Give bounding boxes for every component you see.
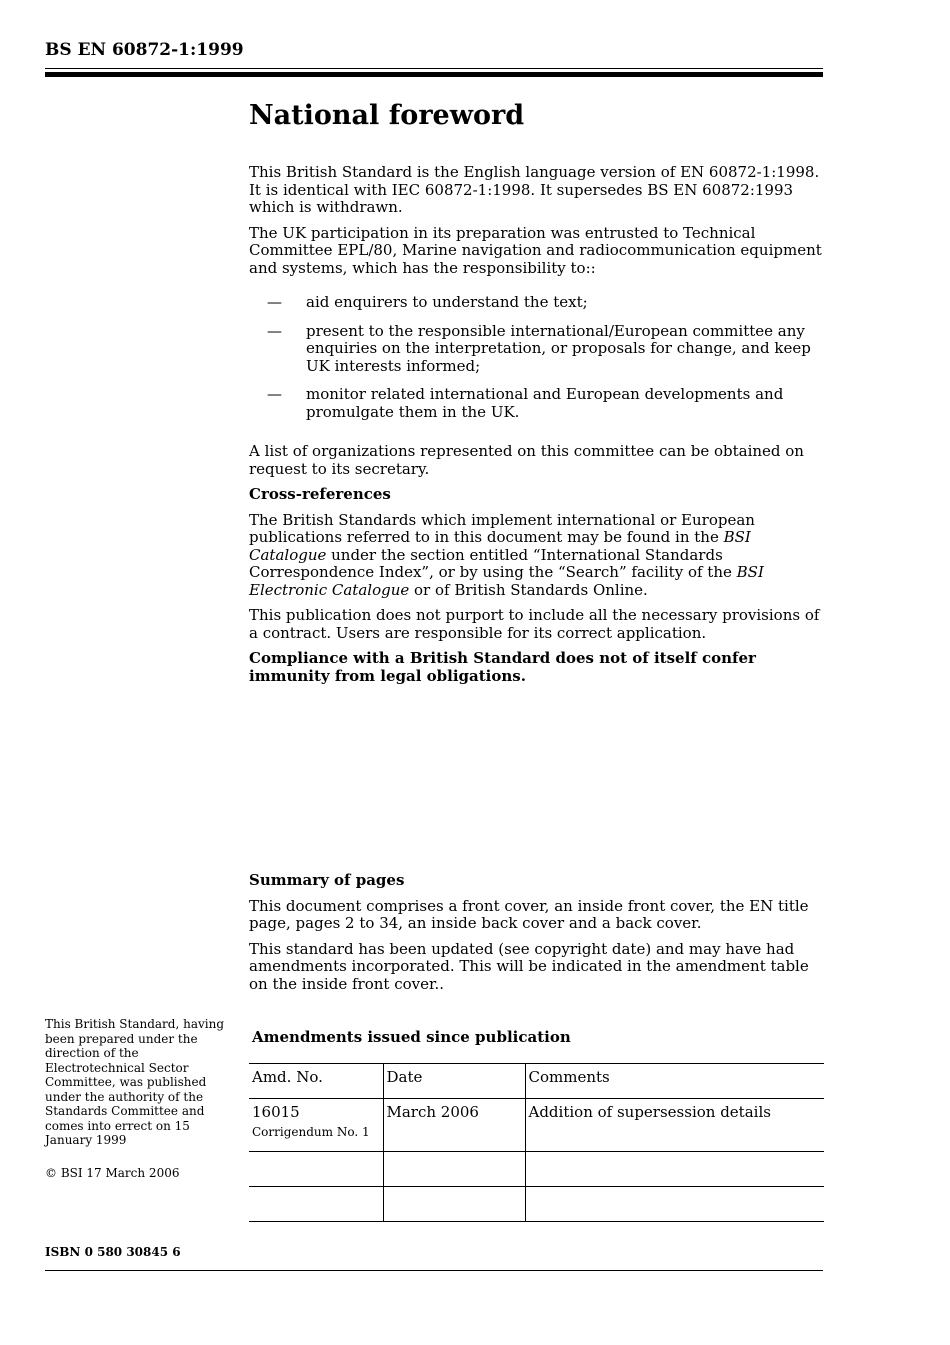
table-row <box>249 1152 824 1187</box>
summary-paragraph: This document comprises a front cover, an inside front cover, the EN title page, pages 2 to 34, an inside back cover and a back cover. <box>249 896 809 932</box>
list-item: — present to the responsible international/European committee any enquiries on the interpretation, or proposals for change, and keep UK interests informed; <box>267 321 811 375</box>
date-cell: March 2006 <box>383 1099 525 1152</box>
summary-heading: Summary of pages <box>249 871 405 889</box>
provisions-paragraph: This publication does not purport to include all the necessary provisions of a contract. Users are responsible for its correct application. <box>249 606 820 642</box>
cross-references-paragraph: The British Standards which implement international or European publications referred to in this document may be found in the BSI Catalogue under the section entitled “International Standards Correspondence Index”, or by using the “Search” facility of the BSI Electronic Catalogue or of British Standards Online. <box>249 510 764 599</box>
summary-section <box>249 872 823 1001</box>
foreword-body <box>249 164 823 693</box>
header-rule-thick <box>45 72 823 77</box>
column-header-date: Date <box>383 1064 525 1099</box>
column-header-amd-no: Amd. No. <box>249 1064 383 1099</box>
amendments-table <box>249 1063 824 1222</box>
page-title: National foreword <box>249 100 525 131</box>
participation-paragraph: The UK participation in its preparation was entrusted to Technical Committee EPL/80, Marine navigation and radiocommunication equipment and systems, which has the responsibility to:: <box>249 223 822 277</box>
responsibility-list <box>249 294 823 421</box>
document-id: BS EN 60872-1:1999 <box>45 40 244 60</box>
comments-cell: Addition of supersession details <box>525 1099 824 1152</box>
copyright-note: © BSI 17 March 2006 <box>45 1166 180 1180</box>
cross-references-heading: Cross-references <box>249 485 391 503</box>
amd-no-cell: 16015 Corrigendum No. 1 <box>249 1099 383 1152</box>
update-paragraph: This standard has been updated (see copyright date) and may have had amendments incorporated. This will be indicated in the amendment table on the inside front cover.. <box>249 939 809 993</box>
list-item: — monitor related international and European developments and promulgate them in the UK. <box>267 385 784 421</box>
table-row <box>249 1099 824 1152</box>
column-header-comments: Comments <box>525 1064 824 1099</box>
header-rule-thin <box>45 68 823 69</box>
compliance-statement: Compliance with a British Standard does not of itself confer immunity from legal obligations. <box>249 649 756 685</box>
footer-rule <box>45 1270 823 1271</box>
isbn: ISBN 0 580 30845 6 <box>45 1245 181 1259</box>
list-item: — aid enquirers to understand the text; <box>267 293 588 311</box>
intro-paragraph: This British Standard is the English language version of EN 60872-1:1998. It is identical with IEC 60872-1:1998. It supersedes BS EN 60872:1993 which is withdrawn. <box>249 163 820 216</box>
organizations-paragraph: A list of organizations represented on this committee can be obtained on request to its secretary. <box>249 442 804 478</box>
table-header-row <box>249 1064 824 1099</box>
corrigendum-label: Corrigendum No. 1 <box>252 1125 370 1139</box>
publication-note: This British Standard, having been prepared under the direction of the Electrotechnical Sector Committee, was published under the authority of the Standards Committee and comes into errect on 15 January 1999 <box>45 1017 225 1147</box>
amendments-title: Amendments issued since publication <box>252 1028 571 1046</box>
table-row <box>249 1187 824 1222</box>
